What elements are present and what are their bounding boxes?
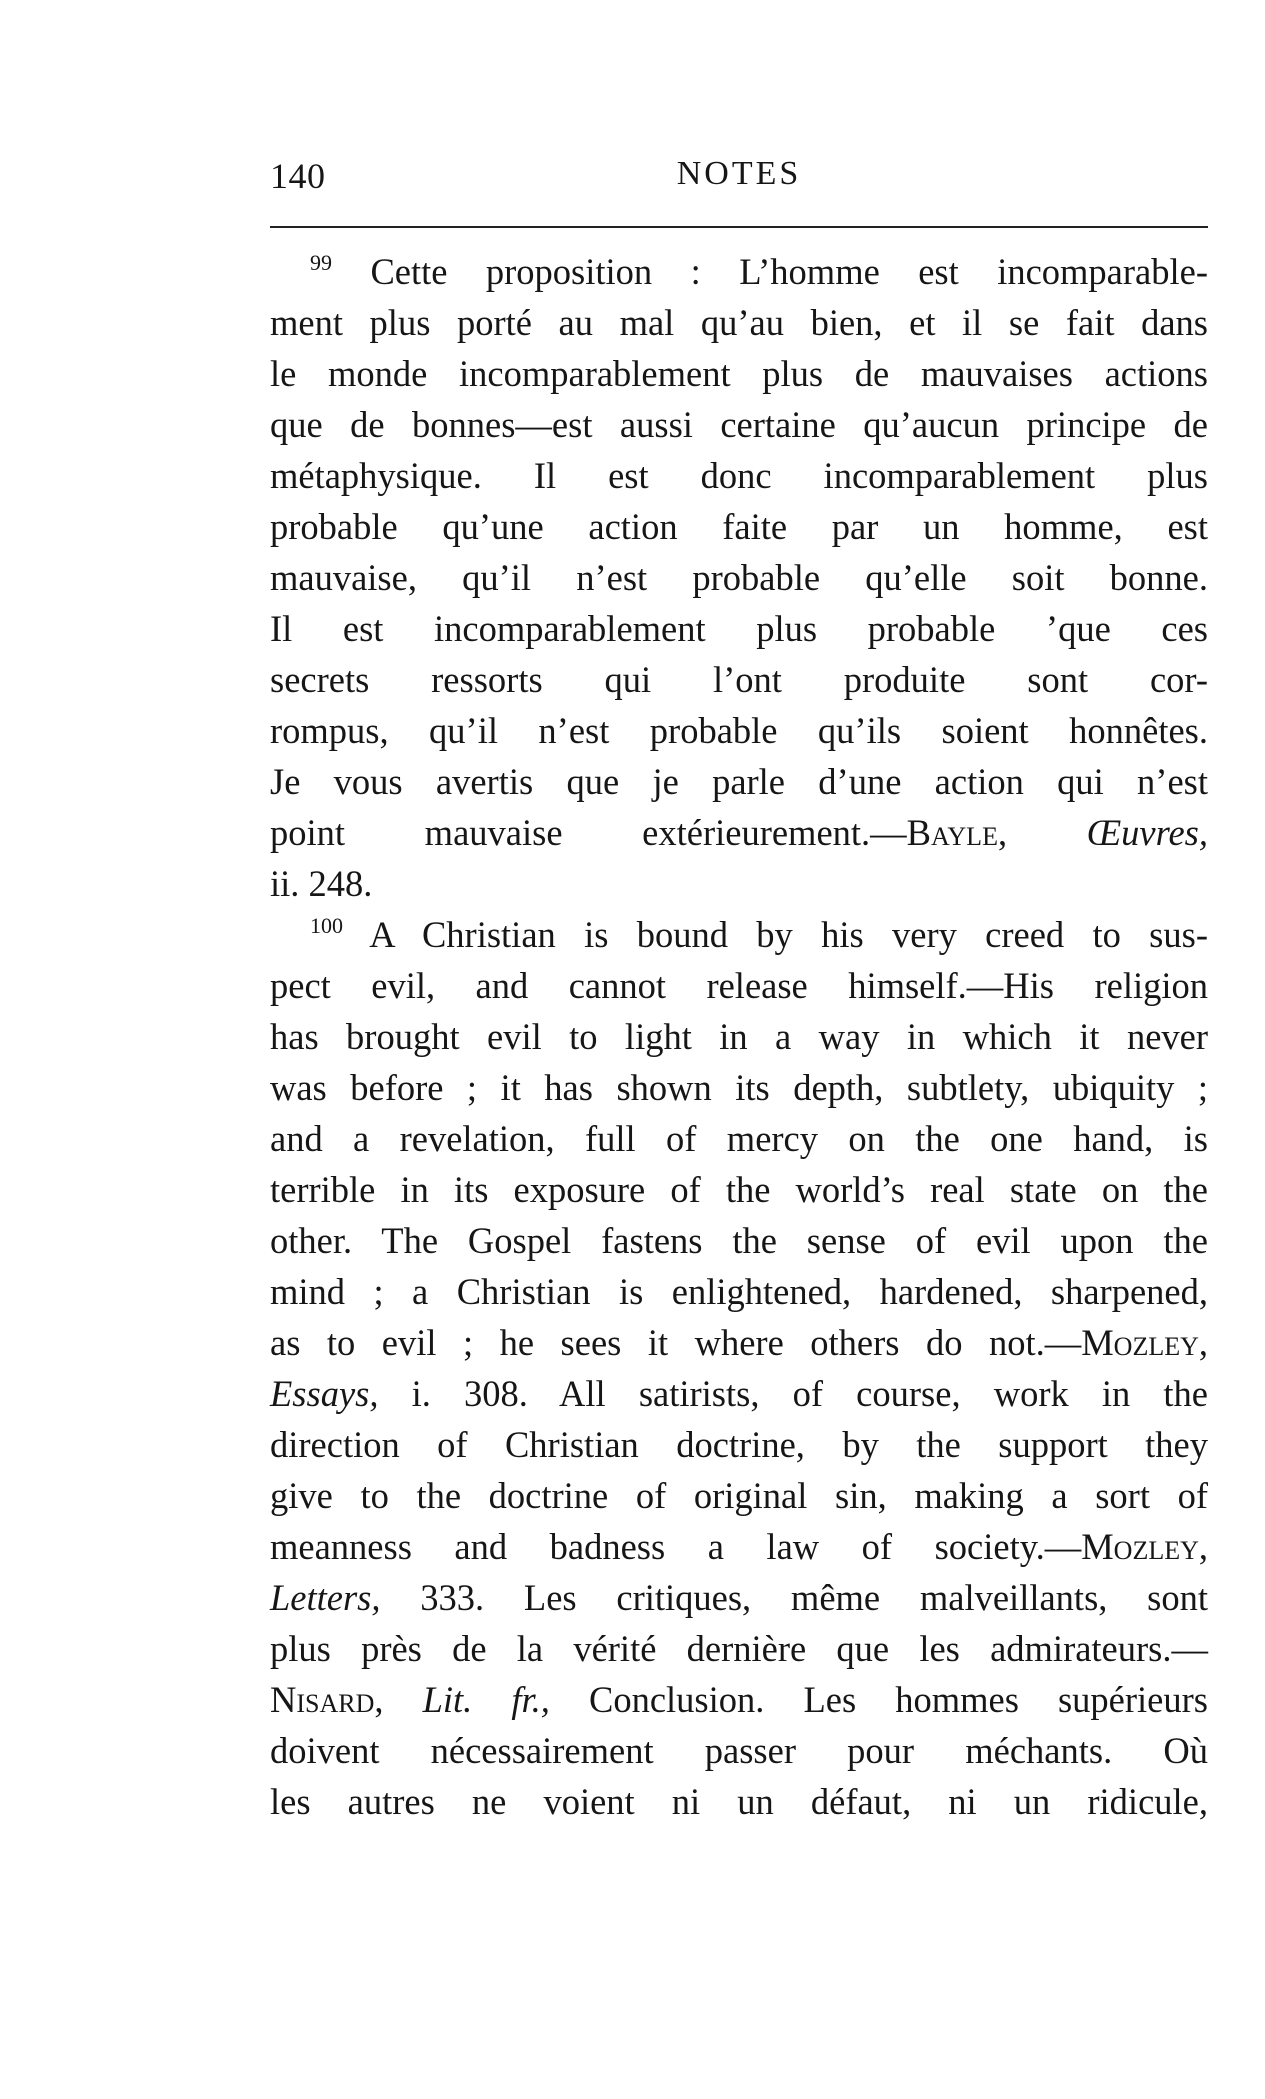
note-100-line-3: has brought evil to light in a way in which it never	[270, 1016, 1208, 1057]
note-99-line-4: que de bonnes—est aussi certaine qu’aucun principe de	[270, 404, 1208, 445]
note-number-100: 100	[310, 913, 343, 938]
note-99-line-9: secrets ressorts qui l’ont produite sont cor-	[270, 659, 1208, 700]
page-number: 140	[270, 156, 326, 196]
note-99-line-2: ment plus porté au mal qu’au bien, et il se fait dans	[270, 302, 1208, 343]
running-head: NOTES	[676, 155, 802, 192]
note-100-line-10: Essays, i. 308. All satirists, of course, work in the	[270, 1373, 1208, 1414]
note-100-line-2: pect evil, and cannot release himself.—His religion	[270, 965, 1208, 1006]
citation-work: Œuvres,	[1086, 812, 1209, 853]
note-99-line-3: le monde incomparablement plus de mauvaises actions	[270, 353, 1208, 394]
note-100-line-1: $^{100}$ A Christian is bound by his very creed to sus-	[310, 913, 1208, 955]
citation-work: Lit. fr.,	[422, 1679, 550, 1720]
citation-author: Bayle,	[906, 812, 1008, 853]
note-100-line-11: direction of Christian doctrine, by the support they	[270, 1424, 1208, 1465]
note-100-line-7: other. The Gospel fastens the sense of evil upon the	[270, 1220, 1208, 1261]
note-100-line-14: Letters, 333. Les critiques, même malveillants, sont	[270, 1577, 1208, 1618]
note-99-line-13: ii. 248.	[270, 863, 373, 904]
note-100-line-5: and a revelation, full of mercy on the one hand, is	[270, 1118, 1208, 1159]
note-100-line-16: Nisard, Lit. fr., Conclusion. Les hommes supérieurs	[270, 1679, 1208, 1720]
note-99-line-10: rompus, qu’il n’est probable qu’ils soient honnêtes.	[270, 710, 1208, 751]
citation-work: Essays,	[270, 1373, 379, 1414]
note-99-line-5: métaphysique. Il est donc incomparablement plus	[270, 455, 1208, 496]
note-100-line-17: doivent nécessairement passer pour méchants. Où	[270, 1730, 1208, 1771]
citation-work: Letters,	[270, 1577, 381, 1618]
citation-author: Nisard,	[270, 1679, 384, 1720]
note-100-line-15: plus près de la vérité dernière que les admirateurs.—	[270, 1628, 1208, 1669]
note-100-line-4: was before ; it has shown its depth, subtlety, ubiquity ;	[270, 1067, 1208, 1108]
notes-body	[270, 246, 1208, 1827]
note-99-line-12: point mauvaise extérieurement.—Bayle, Œuvres,	[270, 812, 1209, 853]
note-99-line-11: Je vous avertis que je parle d’une action qui n’est	[270, 761, 1208, 802]
note-99-line-7: mauvaise, qu’il n’est probable qu’elle soit bonne.	[270, 557, 1208, 598]
citation-author: Mozley,	[1081, 1322, 1208, 1363]
note-100-line-6: terrible in its exposure of the world’s real state on the	[270, 1169, 1208, 1210]
note-100-line-12: give to the doctrine of original sin, making a sort of	[270, 1475, 1208, 1516]
header-rule	[270, 226, 1208, 228]
note-100-line-18: les autres ne voient ni un défaut, ni un ridicule,	[270, 1781, 1208, 1822]
note-99-line-6: probable qu’une action faite par un homme, est	[270, 506, 1208, 547]
note-99-line-8: Il est incomparablement plus probable ’que ces	[270, 608, 1208, 649]
citation-author: Mozley,	[1081, 1526, 1208, 1567]
note-100-line-8: mind ; a Christian is enlightened, hardened, sharpened,	[270, 1271, 1208, 1312]
page-header	[270, 155, 1208, 205]
note-100-line-9: as to evil ; he sees it where others do not.—Mozley,	[270, 1322, 1208, 1363]
note-100-line-13: meanness and badness a law of society.—Mozley,	[270, 1526, 1208, 1567]
note-99-line-1: $^{99}$ Cette proposition : L’homme est incomparable-	[310, 250, 1208, 292]
note-number-99: 99	[310, 250, 332, 275]
